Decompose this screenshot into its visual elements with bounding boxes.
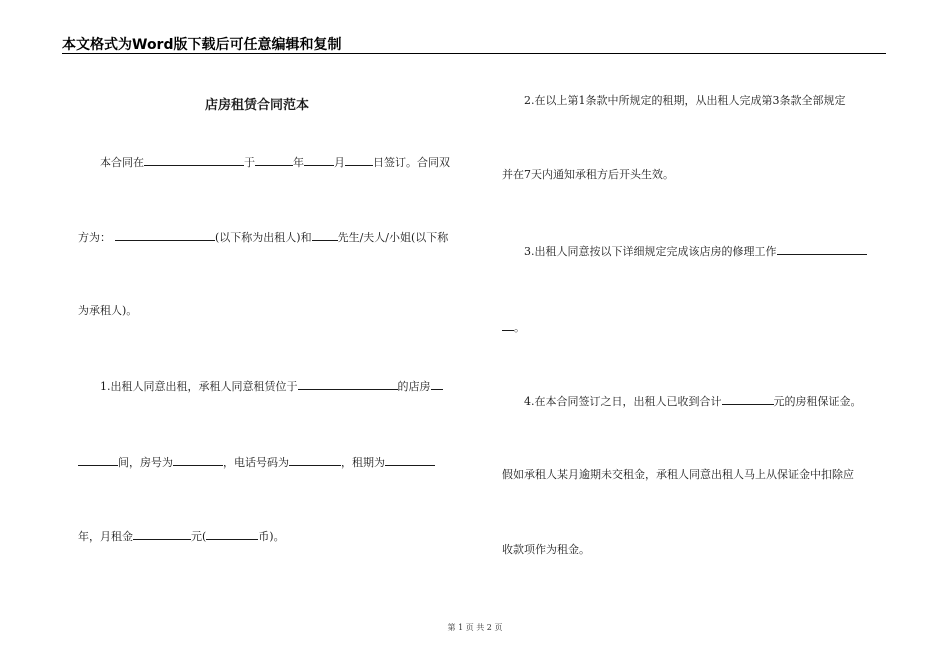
left-paragraph-1-line-3: 为承租人)。	[78, 304, 138, 317]
right-paragraph-3-line-3: 收款项作为租金。	[502, 543, 590, 556]
left-paragraph-1-line-1	[100, 154, 450, 170]
right-paragraph-1-line-2: 并在7天内通知承租方后开头生效。	[502, 168, 674, 181]
left-paragraph-2-line-1	[100, 378, 443, 394]
text-segment: 1.出租人同意出租，承租人同意租赁位于	[100, 380, 298, 393]
right-paragraph-2-line-1	[524, 243, 867, 259]
blank-room-count	[78, 454, 118, 466]
blank-day	[345, 154, 373, 166]
text-segment: 3.出租人同意按以下详细规定完成该店房的修理工作	[524, 245, 777, 258]
header-divider	[62, 53, 886, 54]
text-segment: 于	[244, 156, 255, 169]
blank-lease-term	[385, 454, 435, 466]
text-segment: (以下称为出租人)和	[215, 231, 312, 244]
blank-repair-work	[777, 243, 867, 255]
blank-deposit-amount	[722, 393, 774, 405]
text-segment: 日签订。合同双	[373, 156, 450, 169]
blank-lessor-name	[115, 229, 215, 241]
blank-repair-work-cont	[502, 319, 514, 331]
text-segment: 年，月租金	[78, 530, 133, 543]
text-segment: 币)。	[258, 530, 285, 543]
right-paragraph-2-line-2	[502, 319, 525, 335]
text-segment: 的店房	[397, 380, 431, 393]
text-segment: ，租期为	[341, 456, 385, 469]
text-segment: 。	[514, 321, 525, 334]
left-paragraph-1-line-2	[78, 229, 448, 245]
blank-lessee-name	[312, 229, 338, 241]
blank-phone	[289, 454, 341, 466]
right-paragraph-3-line-1	[524, 393, 862, 409]
text-segment: 先生/夫人/小姐(以下称	[337, 231, 449, 244]
blank-year	[255, 154, 293, 166]
document-header: 本文格式为Word版下载后可任意编辑和复制	[62, 37, 342, 53]
text-segment: 4.在本合同签订之日，出租人已收到合计	[524, 395, 722, 408]
page-number: 第 1 页 共 2 页	[447, 623, 503, 632]
text-segment: ，电话号码为	[223, 456, 289, 469]
text-segment: 本合同在	[100, 156, 144, 169]
blank-room-count-start	[431, 378, 443, 390]
text-segment: 元的房租保证金。	[773, 395, 862, 408]
text-segment: 元(	[191, 530, 207, 543]
blank-signing-place	[144, 154, 244, 166]
text-segment: 方为：	[78, 231, 111, 244]
blank-monthly-rent	[133, 528, 191, 540]
left-paragraph-2-line-2	[78, 454, 435, 470]
blank-month	[304, 154, 334, 166]
left-paragraph-2-line-3	[78, 528, 285, 544]
document-title: 店房租赁合同范本	[205, 98, 310, 113]
text-segment: 间，房号为	[118, 456, 173, 469]
right-paragraph-3-line-2: 假如承租人某月逾期未交租金，承租人同意出租人马上从保证金中扣除应	[502, 468, 854, 481]
right-paragraph-1-line-1: 2.在以上第1条款中所规定的租期，从出租人完成第3条款全部规定	[524, 94, 846, 107]
blank-currency	[206, 528, 258, 540]
text-segment: 月	[334, 156, 345, 169]
blank-location	[298, 378, 398, 390]
text-segment: 年	[293, 156, 304, 169]
blank-room-number	[173, 454, 223, 466]
